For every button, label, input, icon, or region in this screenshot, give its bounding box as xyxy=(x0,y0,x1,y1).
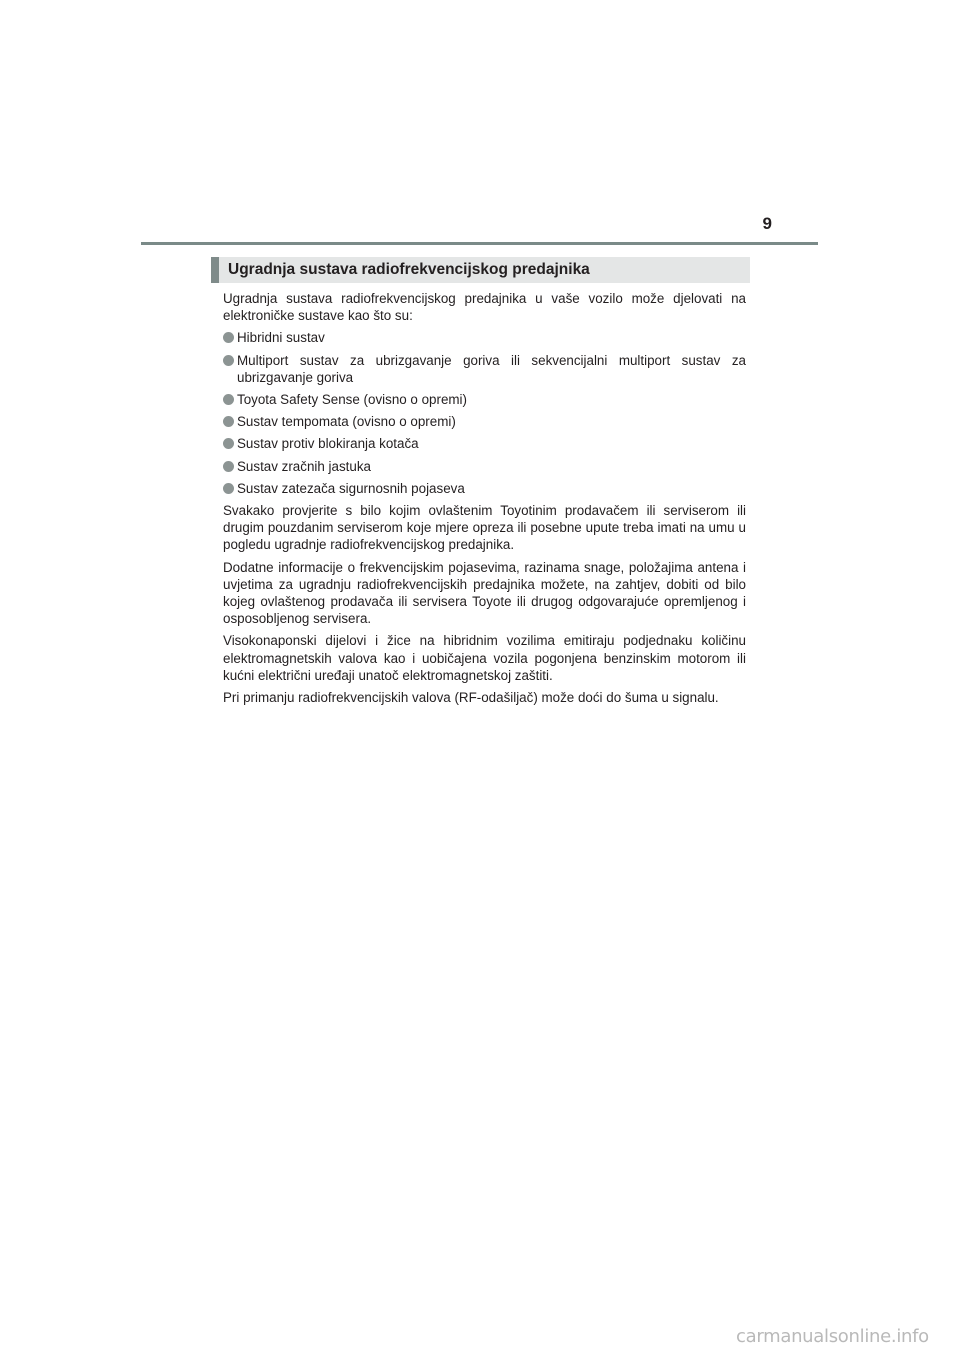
list-item-text: Sustav protiv blokiranja kotača xyxy=(237,436,419,452)
bullet-icon xyxy=(223,394,234,405)
list-item xyxy=(223,391,746,408)
bullet-icon xyxy=(223,416,234,427)
list-item-text: Hibridni sustav xyxy=(237,330,325,346)
list-item xyxy=(223,435,746,452)
list-item xyxy=(223,329,746,346)
body-paragraph: Svakako provjerite s bilo kojim ovlaštenim Toyotinim prodavačem ili serviserom ili drugim pouzdanim serviserom koje mjere opreza ili posebne upute treba imati na umu u pogledu ugradnje radiofrekvencijskog predajnika. xyxy=(223,503,746,553)
page-number: 9 xyxy=(762,214,772,233)
intro-paragraph: Ugradnja sustava radiofrekvencijskog predajnika u vaše vozilo može djelovati na elektroničke sustave kao što su: xyxy=(223,291,746,324)
list-item xyxy=(223,352,746,386)
bullet-icon xyxy=(223,332,234,343)
body-paragraph: Pri primanju radiofrekvencijskih valova (RF-odašiljač) može doći do šuma u signalu. xyxy=(223,690,719,706)
footer-watermark: carmanualsonline.info xyxy=(736,1326,929,1347)
bullet-icon xyxy=(223,438,234,449)
list-item-text: Sustav zatezača sigurnosnih pojaseva xyxy=(237,480,465,496)
systems-list xyxy=(223,329,746,497)
section-title: Ugradnja sustava radiofrekvencijskog predajnika xyxy=(228,261,590,278)
header-rule xyxy=(141,242,818,245)
body-content xyxy=(223,290,746,711)
list-item xyxy=(223,480,746,497)
body-paragraph: Dodatne informacije o frekvencijskim pojasevima, razinama snage, položajima antena i uvjetima za ugradnju radiofrekvencijskih predajnika možete, na zahtjev, dobiti od bilo kojeg ovlaštenog prodavača ili servisera Toyote ili drugog odgovarajuće opremljenog i osposobljenog servisera. xyxy=(223,559,746,627)
bullet-icon xyxy=(223,461,234,472)
body-paragraph: Visokonaponski dijelovi i žice na hibridnim vozilima emitiraju podjednaku količinu elektromagnetskih valova kao i uobičajena vozila pogonjena benzinskim motorom ili kućni električni uređaji unatoč elektromagnetskoj zaštiti. xyxy=(223,633,746,683)
list-item-text: Sustav tempomata (ovisno o opremi) xyxy=(237,414,456,430)
section-header xyxy=(211,257,750,283)
list-item xyxy=(223,413,746,430)
list-item-text: Multiport sustav za ubrizgavanje goriva ili sekvencijalni multiport sustav za ubrizgavanje goriva xyxy=(237,352,746,385)
list-item-text: Toyota Safety Sense (ovisno o opremi) xyxy=(237,392,467,408)
list-item xyxy=(223,458,746,475)
list-item-text: Sustav zračnih jastuka xyxy=(237,458,371,474)
bullet-icon xyxy=(223,355,234,366)
bullet-icon xyxy=(223,483,234,494)
